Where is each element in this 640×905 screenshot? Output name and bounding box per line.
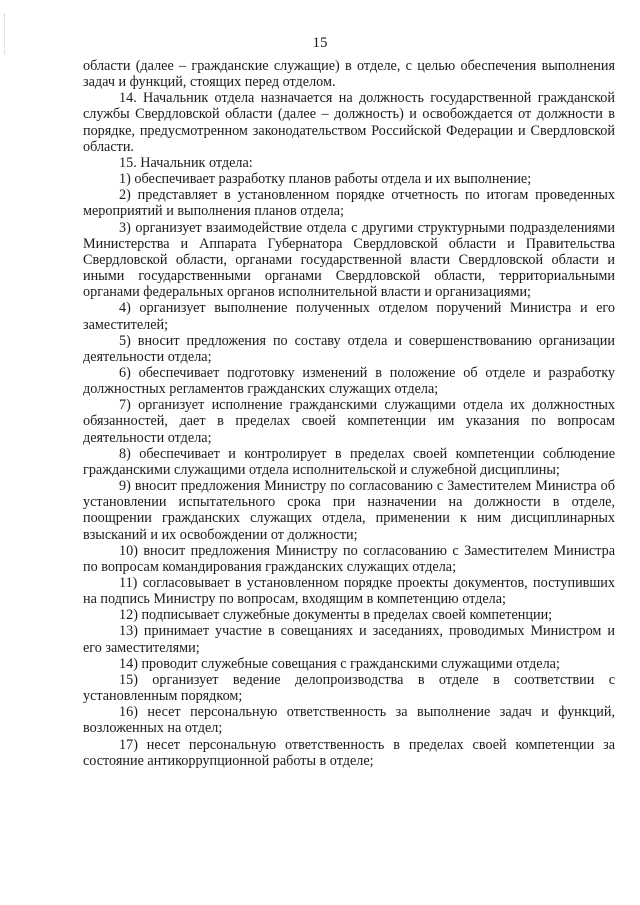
list-item-3: 3) организует взаимодействие отдела с другими структурными подразделениями Министерства и Аппарата Губернатора Свердловской области и Правительства Свердловской области, органами государственной власти Свердловской области и иными государственными органами Свердловской области, территориальными органами федеральных органов исполнительной власти и организациями; — [83, 219, 615, 301]
paragraph-item-14: 14. Начальник отдела назначается на должность государственной гражданской службы Свердловской области (далее – должность) и освобождается от должности в порядке, предусмотренном законодательством Российской Федерации и Свердловской области. — [83, 90, 615, 155]
list-item-10: 10) вносит предложения Министру по согласованию с Заместителем Министра по вопросам командирования гражданских служащих отдела; — [83, 542, 615, 575]
list-item-15: 15) организует ведение делопроизводства в отделе в соответствии с установленным порядком; — [83, 671, 615, 705]
page-number: 15 — [312, 35, 328, 51]
list-item-11: 11) согласовывает в установленном порядке проекты документов, поступивших на подпись Министру по вопросам, входящим в компетенцию отдела; — [83, 575, 615, 608]
paragraph-continuation: области (далее – гражданские служащие) в отделе, с целью обеспечения выполнения задач и функций, стоящих перед отделом. — [83, 58, 615, 91]
list-item-7: 7) организует исполнение гражданскими служащими отдела их должностных обязанностей, дает в пределах своей компетенции им указания по вопросам деятельности отдела; — [83, 397, 615, 446]
list-item-8: 8) обеспечивает и контролирует в пределах своей компетенции соблюдение гражданскими служащими отдела исполнительской и служебной дисциплины; — [83, 445, 615, 478]
list-item-1: 1) обеспечивает разработку планов работы отдела и их выполнение; — [119, 171, 532, 188]
list-item-5: 5) вносит предложения по составу отдела и совершенствованию организации деятельности отдела; — [83, 332, 615, 365]
list-item-13: 13) принимает участие в совещаниях и заседаниях, проводимых Министром и его заместителями; — [83, 623, 615, 656]
list-item-12: 12) подписывает служебные документы в пределах своей компетенции; — [119, 607, 553, 624]
list-item-14: 14) проводит служебные совещания с гражданскими служащими отдела; — [119, 655, 560, 672]
document-body — [83, 58, 615, 769]
list-item-4: 4) организует выполнение полученных отделом поручений Министра и его заместителей; — [83, 300, 615, 333]
list-item-17: 17) несет персональную ответственность в пределах своей компетенции за состояние антикоррупционной работы в отделе; — [83, 736, 615, 769]
list-item-9: 9) вносит предложения Министру по согласованию с Заместителем Министра об установлении испытательного срока при назначении на должности в отделе, поощрении гражданских служащих отдела, применении к ним дисциплинарных взысканий и их освобождении от должности; — [83, 478, 615, 543]
paragraph-item-15-heading: 15. Начальник отдела: — [119, 154, 253, 171]
list-item-16: 16) несет персональную ответственность за выполнение задач и функций, возложенных на отдел; — [83, 704, 615, 737]
list-item-6: 6) обеспечивает подготовку изменений в положение об отделе и разработку должностных регламентов гражданских служащих отдела; — [83, 364, 615, 398]
list-item-2: 2) представляет в установленном порядке отчетность по итогам проведенных мероприятий и выполнения планов отдела; — [83, 187, 615, 220]
